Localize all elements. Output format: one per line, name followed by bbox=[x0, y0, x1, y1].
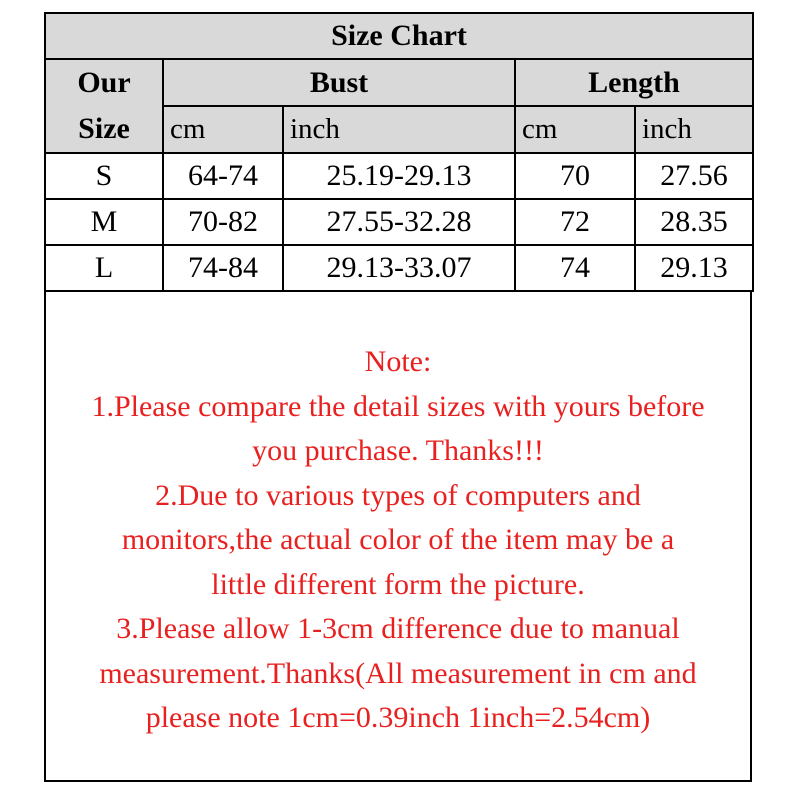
length-cm-cell: 72 bbox=[515, 199, 635, 245]
bust-cm-cell: 74-84 bbox=[163, 245, 283, 291]
table-row bbox=[45, 245, 753, 291]
note-block bbox=[46, 340, 750, 741]
bust-header: Bust bbox=[163, 59, 515, 106]
size-cell: L bbox=[45, 245, 163, 291]
note-line: measurement.Thanks(All measurement in cm and bbox=[99, 656, 697, 690]
bust-cm-cell: 64-74 bbox=[163, 153, 283, 199]
table-row bbox=[45, 153, 753, 199]
length-cm-unit: cm bbox=[515, 106, 635, 153]
length-inch-cell: 28.35 bbox=[635, 199, 753, 245]
our-size-line2: Size bbox=[78, 112, 130, 145]
note-line: monitors,the actual color of the item may be a bbox=[121, 523, 675, 556]
note-line: 1.Please compare the detail sizes with yours before bbox=[91, 389, 705, 423]
note-line: 3.Please allow 1-3cm difference due to manual bbox=[116, 612, 680, 645]
length-cm-cell: 70 bbox=[515, 153, 635, 199]
our-size-line1: Our bbox=[77, 66, 131, 99]
bust-cm-unit: cm bbox=[163, 106, 283, 153]
length-cm-cell: 74 bbox=[515, 245, 635, 291]
bust-inch-unit: inch bbox=[283, 106, 515, 153]
note-line: please note 1cm=0.39inch 1inch=2.54cm) bbox=[145, 701, 651, 734]
chart-title: Size Chart bbox=[45, 13, 753, 59]
note-line: little different form the picture. bbox=[211, 567, 585, 601]
size-cell: M bbox=[45, 199, 163, 245]
note-line: 2.Due to various types of computers and bbox=[155, 478, 641, 512]
bust-inch-cell: 29.13-33.07 bbox=[283, 245, 515, 291]
length-inch-cell: 27.56 bbox=[635, 153, 753, 199]
our-size-header bbox=[45, 59, 163, 153]
note-line: you purchase. Thanks!!! bbox=[252, 434, 544, 467]
length-inch-cell: 29.13 bbox=[635, 245, 753, 291]
length-header: Length bbox=[515, 59, 753, 106]
note-heading: Note: bbox=[364, 345, 432, 378]
size-chart-table bbox=[44, 12, 754, 292]
bust-inch-cell: 25.19-29.13 bbox=[283, 153, 515, 199]
size-cell: S bbox=[45, 153, 163, 199]
length-inch-unit: inch bbox=[635, 106, 753, 153]
table-row bbox=[45, 199, 753, 245]
bust-cm-cell: 70-82 bbox=[163, 199, 283, 245]
bust-inch-cell: 27.55-32.28 bbox=[283, 199, 515, 245]
